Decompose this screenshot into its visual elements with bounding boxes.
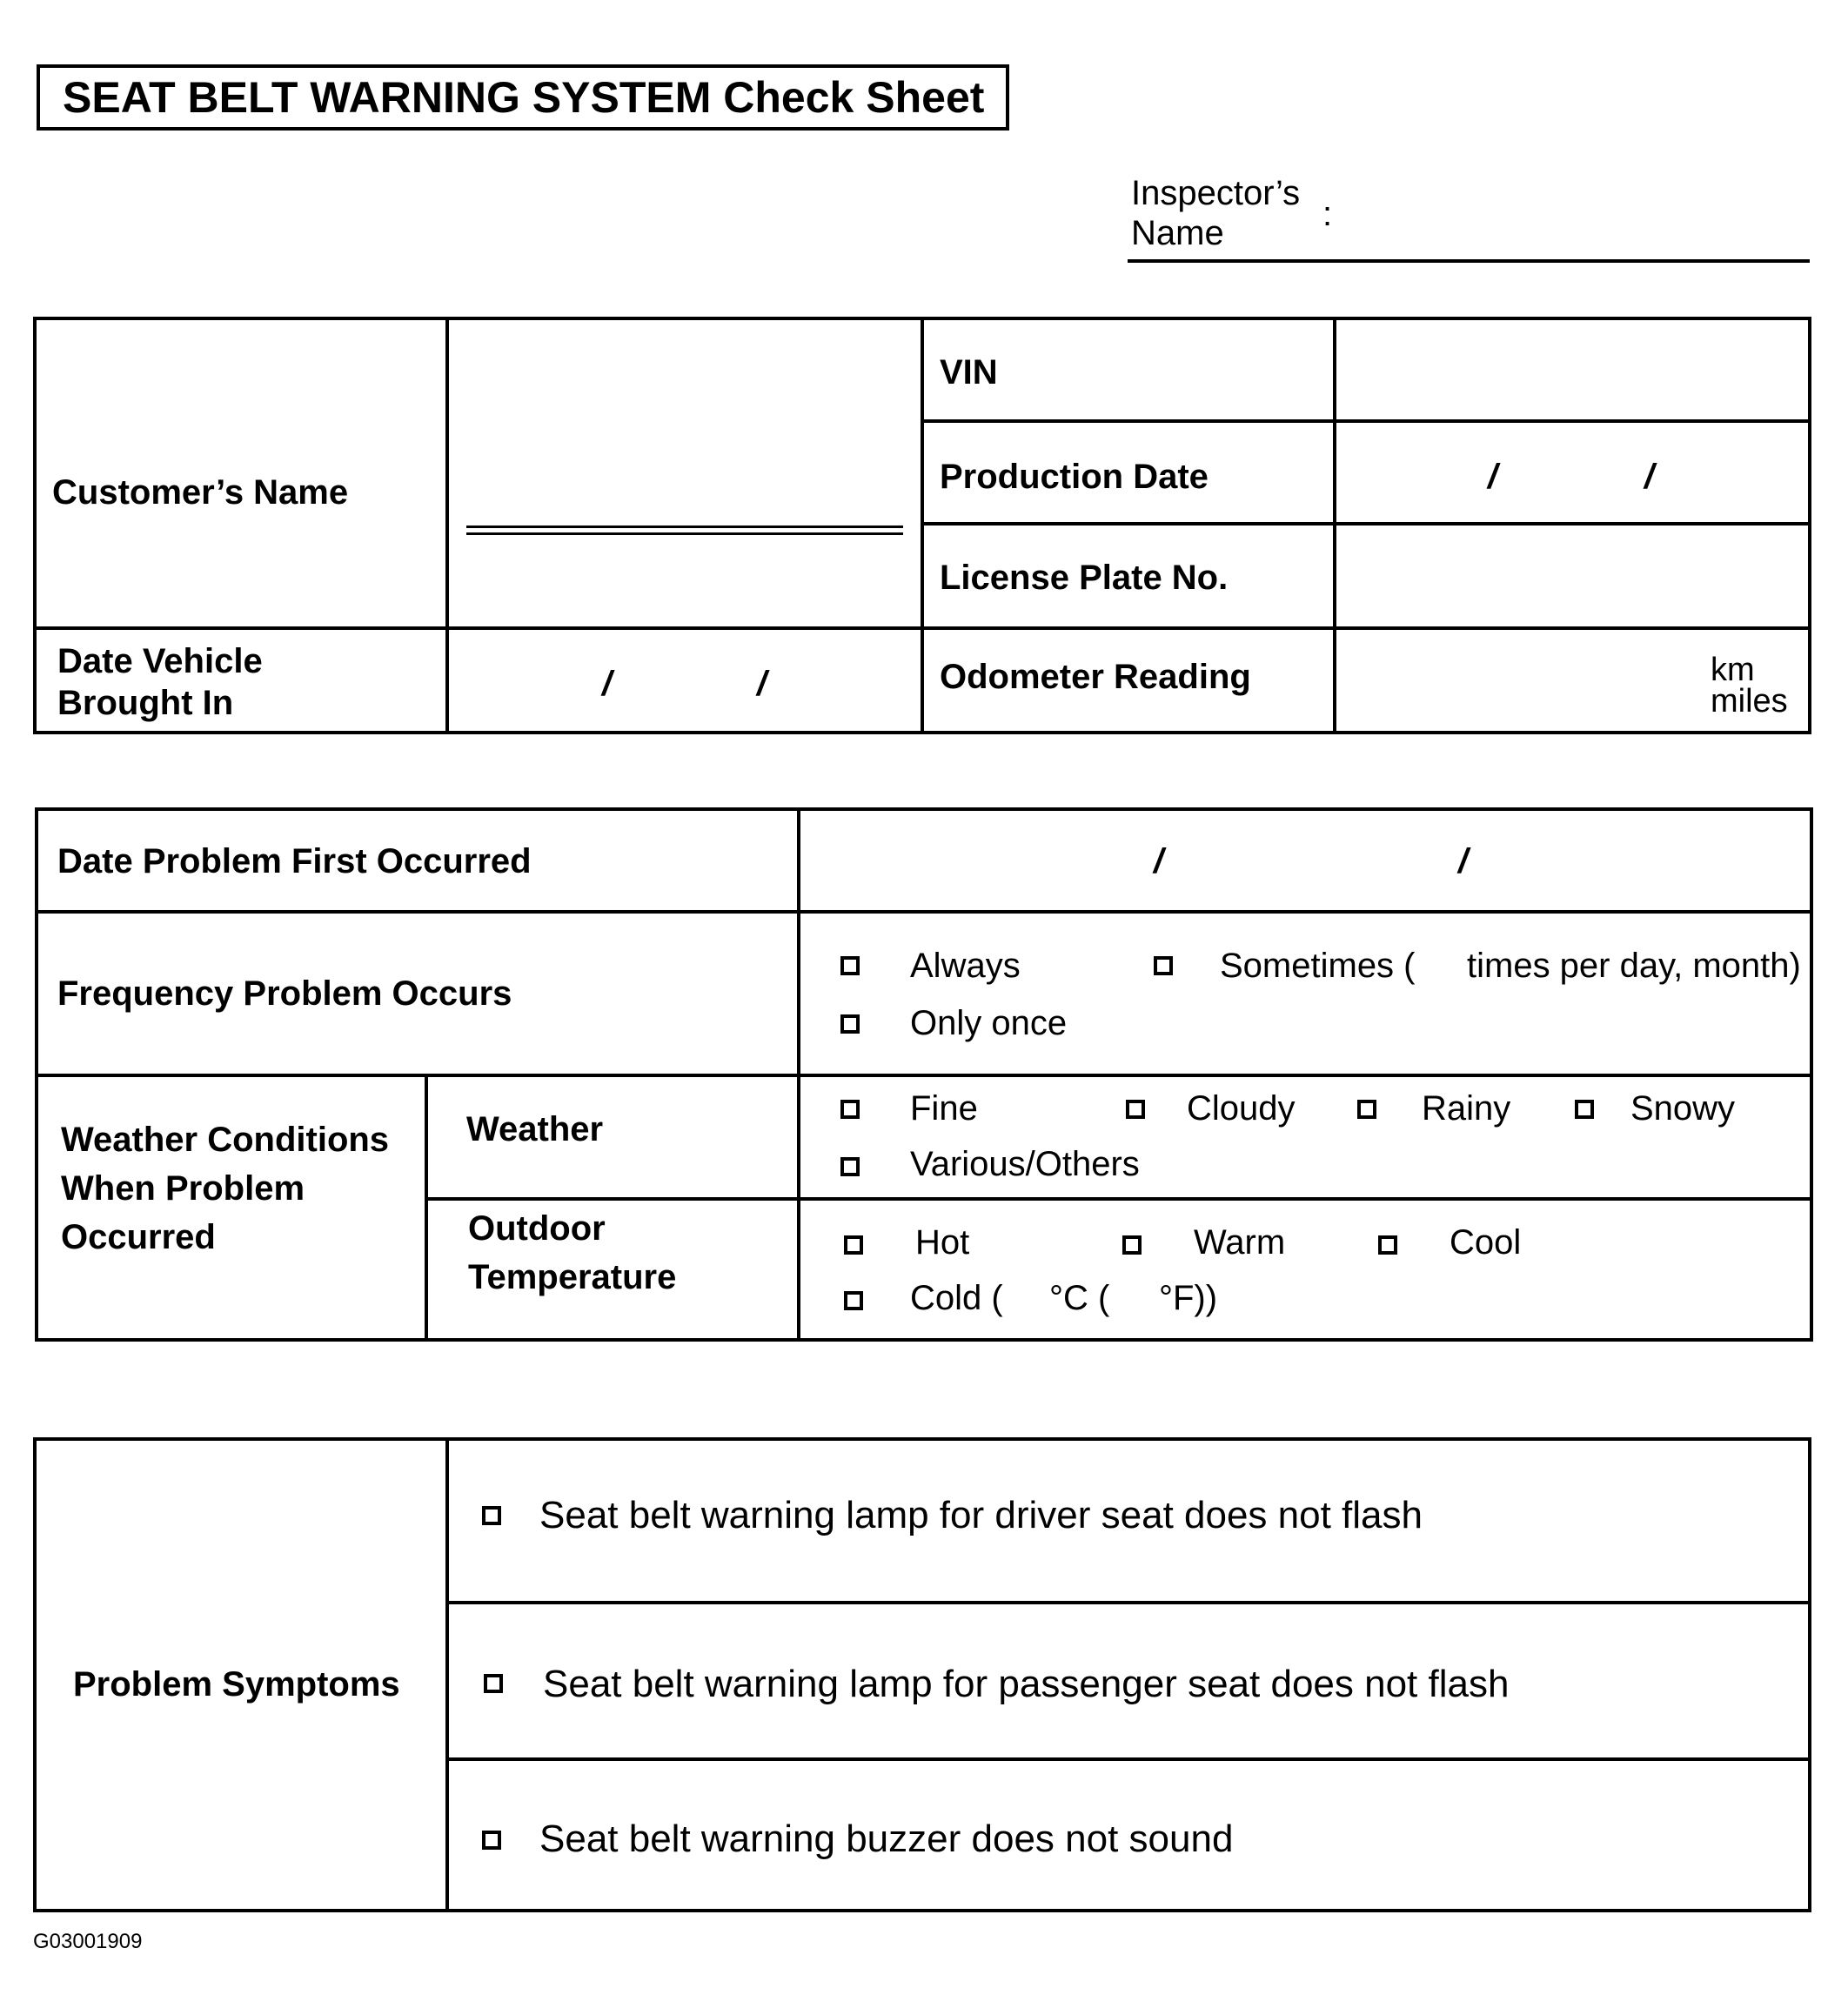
weather-conditions-label-line1: Weather Conditions — [61, 1121, 390, 1159]
date-brought-in-label-line1: Date Vehicle — [57, 642, 263, 680]
weather-cloudy-checkbox[interactable] — [1126, 1100, 1145, 1119]
odometer-unit-miles: miles — [1711, 683, 1788, 720]
production-date-label: Production Date — [940, 458, 1209, 496]
weather-snowy-checkbox[interactable] — [1575, 1100, 1594, 1119]
symptoms-table-divider — [445, 1757, 1811, 1761]
symptoms-table-divider — [445, 1601, 1811, 1604]
date-brought-in-separator: / — [602, 665, 613, 703]
vehicle-table-divider — [33, 626, 1811, 630]
date-first-occurred-label: Date Problem First Occurred — [57, 842, 532, 880]
production-date-separator: / — [1644, 458, 1655, 496]
weather-snowy-label: Snowy — [1630, 1089, 1736, 1128]
weather-conditions-label-line3: Occurred — [61, 1218, 216, 1256]
frequency-only-once-label: Only once — [910, 1004, 1068, 1042]
problem-symptoms-label: Problem Symptoms — [73, 1665, 400, 1704]
weather-various-label: Various/Others — [910, 1145, 1140, 1183]
inspector-name-label-line1: Inspector’s — [1131, 174, 1301, 212]
customer-name-label: Customer’s Name — [52, 473, 349, 512]
weather-cloudy-label: Cloudy — [1187, 1089, 1296, 1128]
frequency-only-once-checkbox[interactable] — [840, 1014, 860, 1034]
vehicle-table-divider — [921, 317, 924, 734]
symptom-passenger-lamp-label: Seat belt warning lamp for passenger seat does not flash — [543, 1663, 1510, 1705]
odometer-unit-km: km — [1711, 652, 1755, 688]
temperature-cool-label: Cool — [1450, 1223, 1522, 1262]
weather-label: Weather — [466, 1110, 604, 1148]
customer-name-field[interactable] — [466, 526, 903, 528]
vehicle-table-divider — [921, 419, 1811, 423]
frequency-always-checkbox[interactable] — [840, 956, 860, 975]
temperature-cold-checkbox[interactable] — [844, 1291, 863, 1310]
date-brought-in-separator: / — [757, 665, 767, 703]
odometer-label: Odometer Reading — [940, 658, 1251, 696]
outdoor-temperature-label-line2: Temperature — [468, 1258, 677, 1296]
symptom-driver-lamp-label: Seat belt warning lamp for driver seat does not flash — [539, 1494, 1423, 1536]
frequency-sometimes-label: Sometimes ( — [1220, 947, 1416, 985]
temperature-celsius-label: °C ( — [1049, 1279, 1110, 1317]
page-title: SEAT BELT WARNING SYSTEM Check Sheet — [63, 73, 985, 122]
inspector-name-colon: : — [1322, 195, 1333, 233]
conditions-table-divider — [35, 1074, 1813, 1077]
vehicle-table-divider — [445, 317, 449, 734]
weather-rainy-label: Rainy — [1422, 1089, 1511, 1128]
temperature-cool-checkbox[interactable] — [1378, 1235, 1397, 1255]
frequency-sometimes-suffix: times per day, month) — [1467, 947, 1801, 985]
date-brought-in-label-line2: Brought In — [57, 684, 234, 722]
temperature-fahrenheit-label: °F)) — [1159, 1279, 1218, 1317]
license-plate-field[interactable] — [1336, 526, 1808, 626]
inspector-name-field[interactable] — [1128, 259, 1810, 263]
weather-fine-checkbox[interactable] — [840, 1100, 860, 1119]
symptom-passenger-lamp-checkbox[interactable] — [484, 1674, 503, 1693]
weather-conditions-label-line2: When Problem — [61, 1169, 305, 1208]
temperature-hot-label: Hot — [915, 1223, 970, 1262]
conditions-table-divider — [35, 910, 1813, 914]
inspector-name-label-line2: Name — [1131, 214, 1224, 252]
outdoor-temperature-label-line1: Outdoor — [468, 1209, 606, 1248]
symptom-buzzer-label: Seat belt warning buzzer does not sound — [539, 1818, 1234, 1860]
vin-field[interactable] — [1336, 320, 1808, 419]
weather-various-checkbox[interactable] — [840, 1157, 860, 1176]
customer-name-field-underline — [466, 532, 903, 535]
license-plate-label: License Plate No. — [940, 559, 1229, 597]
date-first-occurred-separator: / — [1154, 842, 1164, 880]
symptoms-table-divider — [445, 1437, 449, 1912]
temperature-warm-checkbox[interactable] — [1122, 1235, 1142, 1255]
frequency-label: Frequency Problem Occurs — [57, 974, 512, 1013]
temperature-warm-label: Warm — [1194, 1223, 1286, 1262]
frequency-always-label: Always — [910, 947, 1021, 985]
production-date-separator: / — [1488, 458, 1498, 496]
conditions-table-divider — [425, 1197, 1813, 1201]
temperature-cold-label: Cold ( — [910, 1279, 1003, 1317]
weather-fine-label: Fine — [910, 1089, 978, 1128]
date-first-occurred-separator: / — [1458, 842, 1469, 880]
conditions-table-divider — [425, 1074, 428, 1342]
symptom-driver-lamp-checkbox[interactable] — [482, 1506, 501, 1525]
symptom-buzzer-checkbox[interactable] — [482, 1831, 501, 1850]
figure-id: G03001909 — [33, 1930, 143, 1953]
frequency-sometimes-checkbox[interactable] — [1154, 956, 1173, 975]
weather-rainy-checkbox[interactable] — [1357, 1100, 1376, 1119]
temperature-hot-checkbox[interactable] — [844, 1235, 863, 1255]
vin-label: VIN — [940, 353, 998, 392]
